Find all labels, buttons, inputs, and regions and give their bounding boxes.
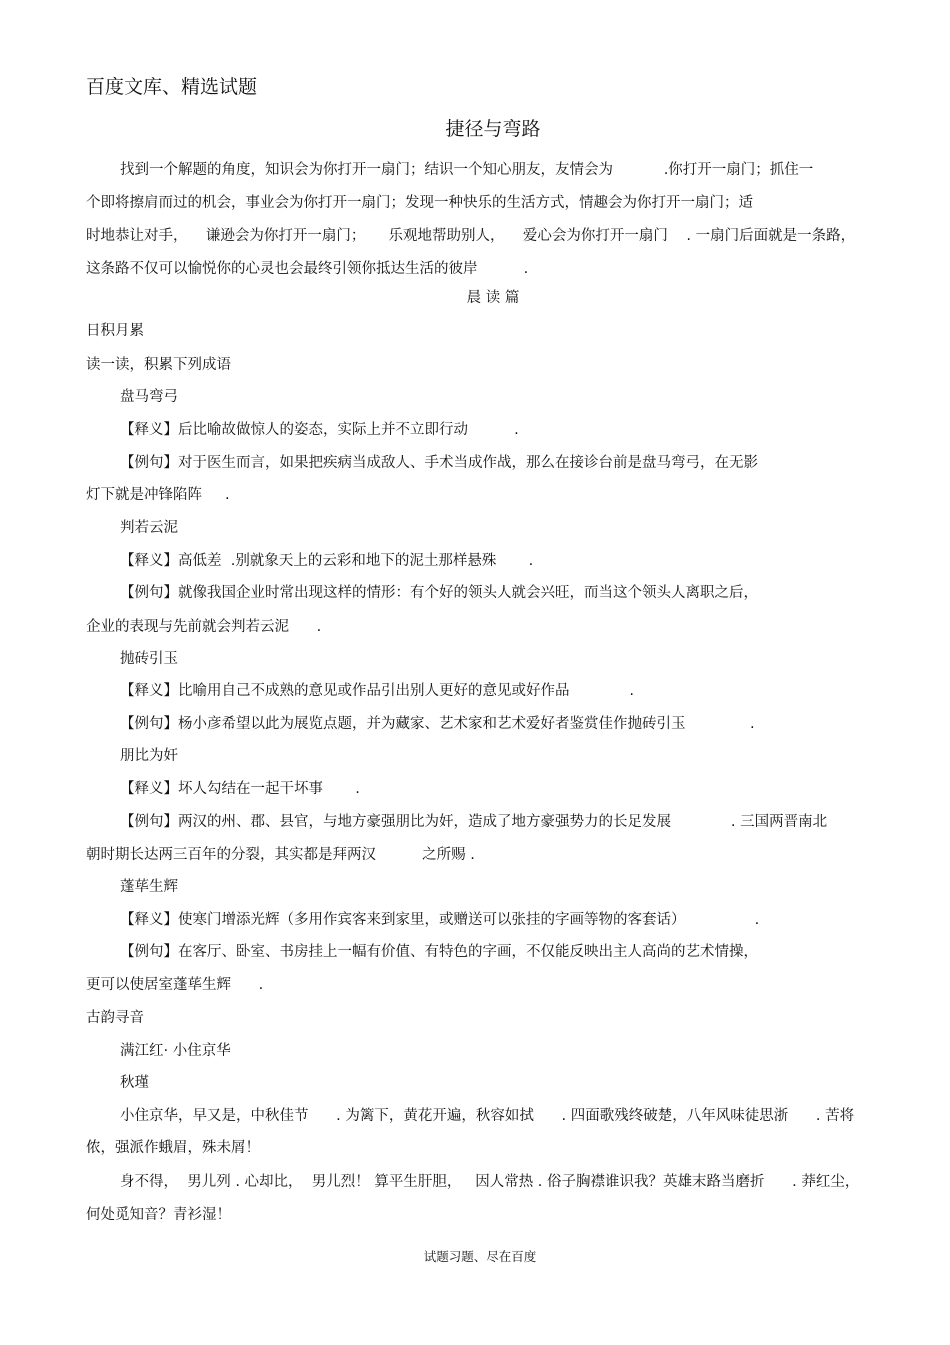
idiom-meaning: 【释义】比喻用自己不成熟的意见或作品引出别人更好的意见或好作品 . [120, 683, 635, 699]
intro-line-3: 时地恭让对手， 谦逊会为你打开一扇门； 乐观地帮助别人， 爱心会为你打开一扇门 . 一扇门后面就是一条路， [86, 228, 856, 244]
idiom-name: 抛砖引玉 [120, 651, 178, 667]
idiom-name: 蓬荜生辉 [120, 879, 178, 895]
intro-line-2: 个即将擦肩而过的机会，事业会为你打开一扇门；发现一种快乐的生活方式，情趣会为你打开一扇门；适 [86, 195, 753, 211]
idiom-meaning: 【释义】坏人勾结在一起干坏事 . [120, 781, 360, 797]
page-footer: 试题习题、尽在百度 [423, 1249, 537, 1264]
idiom-name: 判若云泥 [120, 520, 178, 536]
idiom-example-line: 【例句】就像我国企业时常出现这样的情形：有个好的领头人就会兴旺，而当这个领头人离职之后， [120, 585, 758, 601]
intro-line-1: 找到一个解题的角度，知识会为你打开一扇门；结识一个知心朋友，友情会为 .你打开一扇门；抓住一 [120, 162, 814, 178]
idiom-name: 盘马弯弓 [120, 389, 178, 405]
idiom-example-line: 企业的表现与先前就会判若云泥 . [86, 619, 322, 635]
idiom-example-line: 更可以使居室蓬荜生辉 . [86, 977, 264, 993]
idiom-meaning: 【释义】使寒门增添光辉（多用作宾客来到家里，或赠送可以张挂的字画等物的客套话） . [120, 912, 760, 928]
idiom-example-line: 【例句】对于医生而言，如果把疾病当成敌人、手术当成作战，那么在接诊台前是盘马弯弓，在无影 [120, 455, 758, 471]
idiom-meaning: 【释义】后比喻故做惊人的姿态，实际上并不立即行动 . [120, 422, 519, 438]
poem-title: 满江红· 小住京华 [120, 1043, 231, 1059]
intro-line-4: 这条路不仅可以愉悦你的心灵也会最终引领你抵达生活的彼岸 . [86, 261, 529, 277]
poem-line: 侬，强派作蛾眉，殊未屑！ [86, 1140, 260, 1156]
subsection-heading: 古韵寻音 [86, 1010, 144, 1026]
idiom-example-line: 灯下就是冲锋陷阵 . [86, 487, 230, 503]
page-title: 捷径与弯路 [445, 118, 541, 140]
doc-header: 百度文库、精选试题 [86, 76, 258, 98]
instruction-text: 读一读，积累下列成语 [86, 357, 231, 373]
poem-author: 秋瑾 [120, 1075, 149, 1091]
idiom-example-line: 【例句】两汉的州、郡、县官，与地方豪强朋比为奸，造成了地方豪强势力的长足发展 . 三国两晋南北 [120, 814, 828, 830]
poem-line: 小住京华，早又是，中秋佳节 . 为篱下，黄花开遍，秋容如拭 . 四面歌残终破楚，八年风味徒思浙 . 苦将 [120, 1108, 855, 1124]
idiom-example-line: 【例句】在客厅、卧室、书房挂上一幅有价值、有特色的字画，不仅能反映出主人高尚的艺术情操， [120, 944, 758, 960]
idiom-example-line: 朝时期长达两三百年的分裂，其实都是拜两汉 之所赐 . [86, 847, 475, 863]
idiom-name: 朋比为奸 [120, 748, 178, 764]
poem-line: 身不得， 男儿列 . 心却比， 男儿烈！ 算平生肝胆， 因人常热 . 俗子胸襟谁识我？英雄末路当磨折 . 莽红尘， [120, 1174, 860, 1190]
section-title: 晨 读 篇 [466, 290, 520, 306]
poem-line: 何处觅知音？青衫湿！ [86, 1207, 231, 1223]
idiom-example-line: 【例句】杨小彦希望以此为展览点题，并为藏家、艺术家和艺术爱好者鉴赏佳作抛砖引玉 . [120, 716, 755, 732]
subsection-heading: 日积月累 [86, 323, 144, 339]
idiom-meaning: 【释义】高低差 .别就象天上的云彩和地下的泥土那样悬殊 . [120, 553, 534, 569]
